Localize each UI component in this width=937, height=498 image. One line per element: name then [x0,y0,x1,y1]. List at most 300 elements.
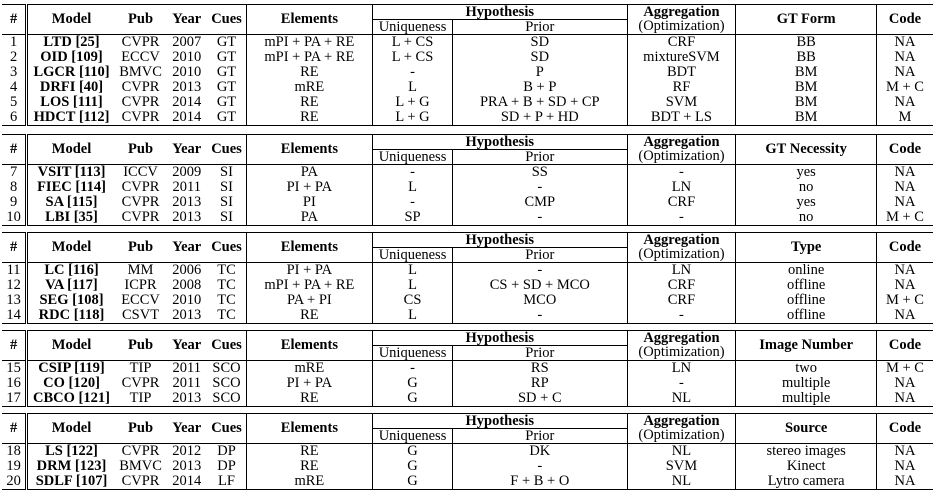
aggregation-cell: - [627,165,736,181]
header-cues: Cues [207,135,246,165]
code-availability-cell: NA [894,376,916,391]
row-number-cell: 5 [2,95,27,110]
pub-year-cell: 2011 [172,376,201,391]
aggregation-cell: RF [627,80,736,95]
table-row [2,65,933,80]
special-value-cell: yes [736,165,877,181]
model-name-cell: LS [122] [45,443,98,459]
elements-cell: RE [246,308,372,324]
prior-cell: B + P [453,80,627,95]
model-name-cell: FIEC [114] [37,180,106,195]
row-number-cell: 11 [2,263,27,279]
aggregation-cell: mixtureSVM [627,50,736,65]
header-pub: Pub [115,414,166,444]
code-availability-cell: NA [876,308,933,324]
row-number-cell: 13 [2,293,27,308]
aggregation-cell: - [627,308,736,324]
elements-cell: RE [246,65,372,80]
table-row [2,180,933,195]
cues-cell: GT [207,50,246,65]
code-availability-cell: NA [894,50,916,65]
code-availability-cell: NA [894,278,916,293]
code-availability-cell: NA [894,262,916,278]
header-pub: Pub [115,233,166,263]
table-block-1 [2,4,933,126]
uniqueness-cell: G [373,376,453,391]
cues-cell: SCO [207,361,246,377]
header-num: # [2,135,27,165]
code-availability-cell: NA [894,195,916,210]
pub-year-cell: 2009 [172,164,202,180]
header-code: Code [876,135,933,165]
cues-cell: GT [207,80,246,95]
elements-cell: mRE [246,361,372,377]
table-row [2,474,933,490]
row-number-cell: 1 [2,35,27,51]
header-elements: Elements [246,414,372,444]
table-block-5 [2,413,933,490]
header-num: # [2,5,27,35]
pub-venue-cell: CVPR [121,95,160,110]
header-hypothesis: Hypothesis [373,331,628,346]
header-cues: Cues [207,331,246,361]
header-hypothesis: Hypothesis [373,5,628,20]
header-year: Year [166,331,207,361]
aggregation-cell: NL [627,474,736,490]
code-availability-cell: NA [894,180,916,195]
table-row [2,293,933,308]
header-prior: Prior [453,20,627,35]
cues-cell: DP [207,444,246,460]
pub-venue-cell: ICPR [124,278,157,293]
aggregation-cell: SVM [627,95,736,110]
uniqueness-cell: - [373,195,453,210]
header-optimization: (Optimization) [627,346,736,361]
elements-cell: PI + PA [246,180,372,195]
code-availability-cell: NA [876,391,933,407]
special-value-cell: multiple [736,376,877,391]
header-uniqueness: Uniqueness [373,20,453,35]
aggregation-cell: SVM [627,459,736,474]
row-number-cell: 20 [2,474,27,490]
aggregation-cell: LN [627,180,736,195]
table-row [2,444,933,460]
table-row [2,50,933,65]
header-uniqueness: Uniqueness [373,150,453,165]
cues-cell: DP [207,459,246,474]
prior-cell: RP [453,376,627,391]
row-number-cell: 6 [2,110,27,126]
row-number-cell: 2 [2,50,27,65]
elements-cell: PA + PI [246,293,372,308]
header-aggregation: Aggregation [627,414,736,429]
header-prior: Prior [453,346,627,361]
cues-cell: GT [207,65,246,80]
row-number-cell: 12 [2,278,27,293]
row-number-cell: 9 [2,195,27,210]
row-number-cell: 15 [2,361,27,377]
header-pub: Pub [115,135,166,165]
pub-venue-cell: CVPR [121,443,160,459]
table-row [2,80,933,95]
aggregation-cell: - [627,210,736,226]
pub-venue-cell: CVPR [121,376,160,391]
pub-year-cell: 2008 [172,278,202,293]
prior-cell: CMP [453,195,627,210]
table-block-4 [2,330,933,407]
prior-cell: MCO [453,293,627,308]
cues-cell: SI [207,195,246,210]
prior-cell: CS + SD + MCO [453,278,627,293]
elements-cell: PA [246,165,372,181]
special-value-cell: BM [736,95,877,110]
prior-cell: - [453,459,627,474]
pub-venue-cell: CVPR [115,474,166,490]
header-uniqueness: Uniqueness [373,429,453,444]
header-aggregation: Aggregation [627,233,736,248]
uniqueness-cell: SP [373,210,453,226]
model-name-cell: LTD [25] [43,34,100,50]
prior-cell: SD [453,35,627,51]
special-value-cell: yes [736,195,877,210]
header-special: Type [736,233,877,263]
table-row [2,35,933,51]
header-model: Model [27,233,115,263]
elements-cell: mRE [246,474,372,490]
pub-year-cell: 2010 [172,293,202,308]
aggregation-cell: NL [627,444,736,460]
table-row [2,263,933,279]
cues-cell: GT [207,95,246,110]
aggregation-cell: CRF [627,195,736,210]
model-name-cell: OID [109] [40,50,103,65]
uniqueness-cell: L [373,80,453,95]
pub-year-cell: 2010 [172,50,202,65]
header-optimization: (Optimization) [627,248,736,263]
elements-cell: RE [246,110,372,126]
header-hypothesis: Hypothesis [373,414,628,429]
header-code: Code [876,331,933,361]
special-value-cell: stereo images [736,444,877,460]
aggregation-cell: - [627,376,736,391]
header-elements: Elements [246,135,372,165]
code-availability-cell: NA [894,459,916,474]
row-number-cell: 8 [2,180,27,195]
prior-cell: SD + C [453,391,627,407]
uniqueness-cell: G [373,444,453,460]
header-year: Year [166,135,207,165]
special-value-cell: multiple [736,391,877,407]
header-model: Model [27,135,115,165]
code-availability-cell: NA [894,443,916,459]
header-model: Model [27,5,115,35]
row-number-cell: 17 [2,391,27,407]
pub-year-cell: 2014 [166,110,207,126]
prior-cell: SD + P + HD [453,110,627,126]
pub-year-cell: 2010 [172,65,202,80]
code-availability-cell: M [876,110,933,126]
pub-year-cell: 2013 [172,459,202,474]
uniqueness-cell: G [373,391,453,407]
pub-venue-cell: CVPR [121,195,160,210]
special-value-cell: Kinect [736,459,877,474]
uniqueness-cell: L + CS [373,50,453,65]
special-value-cell: offline [736,293,877,308]
row-number-cell: 16 [2,376,27,391]
cues-cell: LF [207,474,246,490]
table-row [2,95,933,110]
cues-cell: SCO [207,391,246,407]
cues-cell: TC [207,308,246,324]
header-elements: Elements [246,5,372,35]
uniqueness-cell: - [373,65,453,80]
code-availability-cell: M + C [885,360,924,376]
uniqueness-cell: - [373,361,453,377]
model-name-cell: LOS [111] [40,95,103,110]
header-cues: Cues [207,233,246,263]
prior-cell: F + B + O [453,474,627,490]
special-value-cell: no [736,210,877,226]
uniqueness-cell: G [373,474,453,490]
header-prior: Prior [453,150,627,165]
pub-venue-cell: MM [127,262,154,278]
pub-venue-cell: ECCV [121,293,160,308]
model-name-cell: CBCO [121] [27,391,115,407]
code-availability-cell: M + C [885,80,924,95]
model-name-cell: VSIT [113] [37,164,106,180]
table-block-2 [2,134,933,226]
pub-venue-cell: CVPR [115,110,166,126]
header-aggregation: Aggregation [627,5,736,20]
pub-year-cell: 2011 [172,180,201,195]
aggregation-cell: CRF [627,293,736,308]
model-name-cell: DRM [123] [36,459,107,474]
pub-venue-cell: BMVC [119,65,162,80]
model-name-cell: SEG [108] [39,293,104,308]
header-special: GT Necessity [736,135,877,165]
pub-year-cell: 2014 [172,95,202,110]
pub-venue-cell: ECCV [121,50,160,65]
prior-cell: - [453,210,627,226]
header-aggregation: Aggregation [627,135,736,150]
special-value-cell: two [736,361,877,377]
pub-year-cell: 2013 [166,391,207,407]
special-value-cell: online [736,263,877,279]
aggregation-cell: LN [627,263,736,279]
header-elements: Elements [246,233,372,263]
aggregation-cell: BDT + LS [627,110,736,126]
code-availability-cell: NA [894,65,916,80]
header-code: Code [876,5,933,35]
model-name-cell: RDC [118] [27,308,115,324]
header-year: Year [166,233,207,263]
code-availability-cell: NA [894,34,916,50]
header-aggregation: Aggregation [627,331,736,346]
row-number-cell: 10 [2,210,27,226]
prior-cell: - [453,308,627,324]
table-row [2,210,933,226]
elements-cell: mRE [246,80,372,95]
code-availability-cell: M + C [885,293,924,308]
row-number-cell: 19 [2,459,27,474]
model-name-cell: CO [120] [43,376,100,391]
model-name-cell: LBI [35] [27,210,115,226]
uniqueness-cell: G [373,459,453,474]
uniqueness-cell: L [373,278,453,293]
table-row [2,391,933,407]
header-hypothesis: Hypothesis [373,135,628,150]
cues-cell: TC [207,263,246,279]
code-availability-cell: M + C [876,210,933,226]
aggregation-cell: CRF [627,35,736,51]
pub-year-cell: 2013 [172,80,202,95]
table-row [2,195,933,210]
elements-cell: mPI + PA + RE [246,50,372,65]
special-value-cell: Lytro camera [736,474,877,490]
cues-cell: SI [207,210,246,226]
model-name-cell: HDCT [112] [27,110,115,126]
cues-cell: SCO [207,376,246,391]
prior-cell: SS [453,165,627,181]
uniqueness-cell: L [373,180,453,195]
uniqueness-cell: L + CS [373,35,453,51]
pub-venue-cell: CVPR [121,34,160,50]
special-value-cell: BB [736,50,877,65]
table-row [2,361,933,377]
cues-cell: TC [207,278,246,293]
prior-cell: - [453,263,627,279]
model-name-cell: LGCR [110] [33,65,110,80]
elements-cell: RE [246,95,372,110]
table-row [2,165,933,181]
uniqueness-cell: L + G [373,110,453,126]
elements-cell: PI [246,195,372,210]
header-code: Code [876,414,933,444]
header-special: Image Number [736,331,877,361]
special-value-cell: BB [736,35,877,51]
special-value-cell: offline [736,308,877,324]
elements-cell: mPI + PA + RE [246,278,372,293]
pub-venue-cell: CSVT [115,308,166,324]
row-number-cell: 7 [2,165,27,181]
prior-cell: - [453,180,627,195]
header-year: Year [166,414,207,444]
header-prior: Prior [453,248,627,263]
model-name-cell: SDLF [107] [27,474,115,490]
cues-cell: SI [207,180,246,195]
header-cues: Cues [207,5,246,35]
header-uniqueness: Uniqueness [373,248,453,263]
header-optimization: (Optimization) [627,429,736,444]
special-value-cell: BM [736,80,877,95]
aggregation-cell: LN [627,361,736,377]
pub-venue-cell: CVPR [115,210,166,226]
prior-cell: RS [453,361,627,377]
pub-venue-cell: ICCV [123,164,158,180]
header-num: # [2,331,27,361]
header-special: GT Form [736,5,877,35]
header-year: Year [166,5,207,35]
uniqueness-cell: L [373,263,453,279]
row-number-cell: 14 [2,308,27,324]
aggregation-cell: BDT [627,65,736,80]
special-value-cell: BM [736,110,877,126]
header-cues: Cues [207,414,246,444]
pub-year-cell: 2013 [166,210,207,226]
prior-cell: DK [453,444,627,460]
cues-cell: GT [207,35,246,51]
pub-year-cell: 2012 [172,443,202,459]
elements-cell: PA [246,210,372,226]
code-availability-cell: NA [876,474,933,490]
aggregation-cell: NL [627,391,736,407]
table-block-3 [2,232,933,324]
row-number-cell: 3 [2,65,27,80]
model-name-cell: DRFI [40] [39,80,104,95]
pub-year-cell: 2013 [166,308,207,324]
uniqueness-cell: - [373,165,453,181]
header-pub: Pub [115,331,166,361]
special-value-cell: offline [736,278,877,293]
pub-year-cell: 2013 [172,195,202,210]
header-optimization: (Optimization) [627,20,736,35]
header-model: Model [27,414,115,444]
pub-venue-cell: BMVC [119,459,162,474]
prior-cell: SD [453,50,627,65]
table-row [2,459,933,474]
elements-cell: mPI + PA + RE [246,35,372,51]
header-num: # [2,233,27,263]
pub-year-cell: 2011 [172,360,201,376]
table-row [2,308,933,324]
pub-venue-cell: TIP [115,391,166,407]
pub-venue-cell: CVPR [121,180,160,195]
elements-cell: PI + PA [246,263,372,279]
header-code: Code [876,233,933,263]
cues-cell: GT [207,110,246,126]
model-name-cell: VA [117] [45,278,98,293]
model-name-cell: LC [116] [44,262,99,278]
pub-year-cell: 2014 [166,474,207,490]
header-pub: Pub [115,5,166,35]
header-special: Source [736,414,877,444]
special-value-cell: BM [736,65,877,80]
header-hypothesis: Hypothesis [373,233,628,248]
special-value-cell: no [736,180,877,195]
header-num: # [2,414,27,444]
aggregation-cell: CRF [627,278,736,293]
prior-cell: P [453,65,627,80]
header-model: Model [27,331,115,361]
model-name-cell: SA [115] [45,195,98,210]
pub-year-cell: 2006 [172,262,202,278]
header-prior: Prior [453,429,627,444]
pub-venue-cell: TIP [129,360,152,376]
code-availability-cell: NA [894,95,916,110]
table-row [2,110,933,126]
pub-venue-cell: CVPR [121,80,160,95]
elements-cell: RE [246,444,372,460]
cues-cell: SI [207,165,246,181]
row-number-cell: 18 [2,444,27,460]
cues-cell: TC [207,293,246,308]
elements-cell: PI + PA [246,376,372,391]
uniqueness-cell: CS [373,293,453,308]
uniqueness-cell: L [373,308,453,324]
model-name-cell: CSIP [119] [38,360,105,376]
header-elements: Elements [246,331,372,361]
code-availability-cell: NA [894,164,916,180]
